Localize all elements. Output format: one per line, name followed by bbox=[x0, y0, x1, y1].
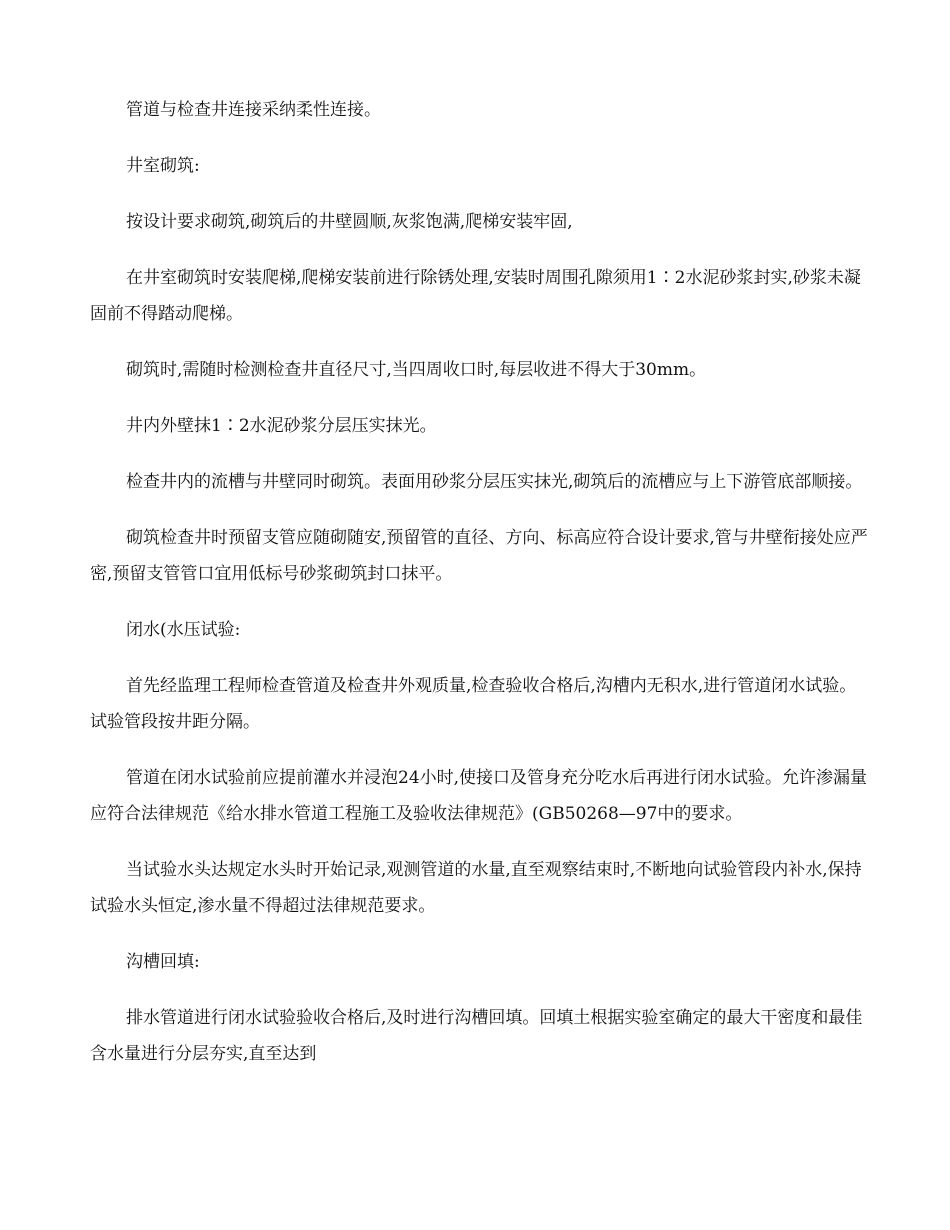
paragraph-supervisor-inspection: 首先经监理工程师检查管道及检查井外观质量,检查验收合格后,沟槽内无积水,进行管道闭水试验。试验管段按井距分隔。 bbox=[90, 676, 857, 732]
paragraph-water-head: 当试验水头达规定水头时开始记录,观测管道的水量,直至观察结束时,不断地向试验管段内补水,保持试验水头恒定,渗水量不得超过法律规范要求。 bbox=[90, 860, 862, 916]
paragraph-backfill: 排水管道进行闭水试验验收合格后,及时进行沟槽回填。回填土根据实验室确定的最大干密度和最佳含水量进行分层夯实,直至达到 bbox=[90, 1008, 863, 1064]
paragraph-branch-pipe: 砌筑检查井时预留支管应随砌随安,预留管的直径、方向、标高应符合设计要求,管与井壁衔接处应严密,预留支管管口宜用低标号砂浆砌筑封口抹平。 bbox=[90, 528, 868, 584]
heading-well-masonry: 井室砌筑: bbox=[126, 156, 200, 176]
heading-water-test: 闭水(水压试验: bbox=[126, 620, 241, 640]
paragraph-soaking: 管道在闭水试验前应提前灌水并浸泡24小时,使接口及管身充分吃水后再进行闭水试验。允许渗漏量应符合法律规范《给水排水管道工程施工及验收法律规范》(GB50268—97中的要求。 bbox=[90, 768, 868, 824]
paragraph-diameter-check: 砌筑时,需随时检测检查井直径尺寸,当四周收口时,每层收进不得大于30mm。 bbox=[126, 360, 707, 380]
paragraph-wall-plaster: 井内外壁抹1∶2水泥砂浆分层压实抹光。 bbox=[126, 416, 437, 436]
paragraph-flow-channel: 检查井内的流槽与井壁同时砌筑。表面用砂浆分层压实抹光,砌筑后的流槽应与上下游管底部顺接。 bbox=[126, 472, 863, 492]
paragraph-masonry-requirements: 按设计要求砌筑,砌筑后的井壁圆顺,灰浆饱满,爬梯安装牢固, bbox=[126, 212, 573, 232]
heading-trench-backfill: 沟槽回填: bbox=[126, 952, 200, 972]
paragraph-pipe-connection: 管道与检查井连接采纳柔性连接。 bbox=[126, 100, 381, 120]
paragraph-ladder-install: 在井室砌筑时安装爬梯,爬梯安装前进行除锈处理,安装时周围孔隙须用1∶2水泥砂浆封实,砂浆未凝固前不得踏动爬梯。 bbox=[90, 268, 861, 324]
document-body bbox=[90, 92, 870, 1092]
